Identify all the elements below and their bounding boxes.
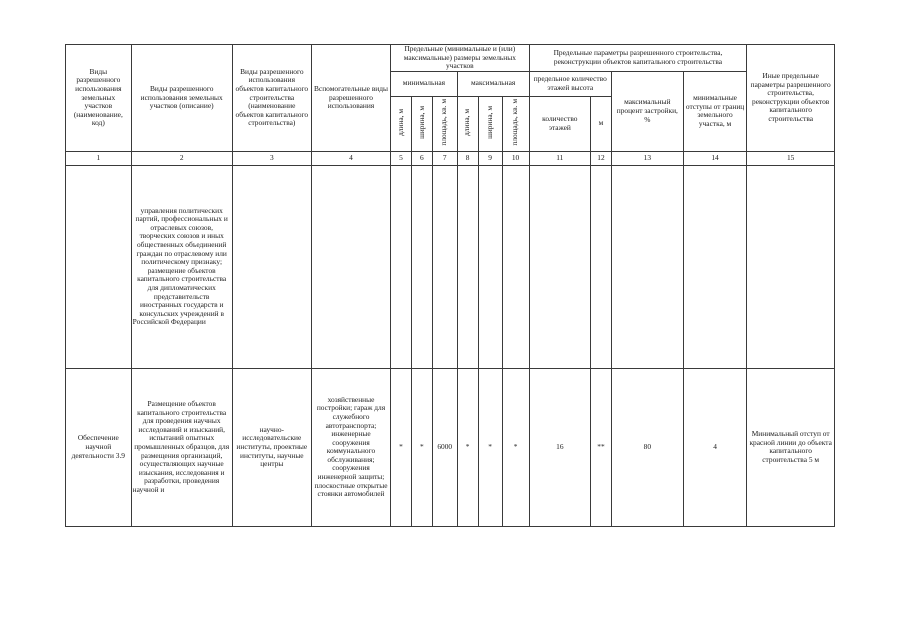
column-number: 9: [478, 151, 502, 165]
column-number: 4: [311, 151, 390, 165]
cell-description-continuation: управления политических партий, профессиональных и отраслевых союзов, творческих союзов и иных общественных объединений граждан по отраслевому или политическому признаку; размещение объектов капитального строительства для дипломатических представительств иностранных государств и консульских учреждений в Российской Федерации: [131, 165, 232, 368]
cell-coverage: 80: [611, 368, 683, 526]
column-number: 8: [457, 151, 478, 165]
header-row-1: [66, 45, 835, 72]
cell-empty: [611, 165, 683, 368]
header-building-use: Виды разрешенного использования объектов капитального строительства (наименование объектов капитального строительства): [232, 45, 311, 152]
cell-empty: [478, 165, 502, 368]
cell-empty: [66, 165, 132, 368]
cell-max-width: *: [478, 368, 502, 526]
cell-empty: [311, 165, 390, 368]
column-number: 15: [747, 151, 835, 165]
cell-empty: [232, 165, 311, 368]
header-minimum: минимальная: [391, 71, 458, 96]
column-number: 14: [683, 151, 747, 165]
table-row-science: [66, 368, 835, 526]
column-number: 12: [591, 151, 612, 165]
cell-empty: [432, 165, 457, 368]
header-floors: количество этажей: [529, 96, 590, 151]
column-number: 10: [502, 151, 529, 165]
cell-empty: [391, 165, 412, 368]
header-floors-height: предельное количество этажей высота: [529, 71, 611, 96]
column-number: 3: [232, 151, 311, 165]
cell-empty: [591, 165, 612, 368]
column-numbers-row: [66, 151, 835, 165]
header-land-size-group: Предельные (минимальные и (или) максимальные) размеры земельных участков: [391, 45, 530, 72]
column-number: 13: [611, 151, 683, 165]
cell-empty: [683, 165, 747, 368]
cell-empty: [411, 165, 432, 368]
table-row-continuation: [66, 165, 835, 368]
header-land-use-description: Виды разрешенного использования земельных участков (описание): [131, 45, 232, 152]
header-min-length: длина, м: [391, 96, 412, 151]
cell-setback: 4: [683, 368, 747, 526]
cell-auxiliary-uses: хозяйственные постройки; гараж для служебного автотранспорта; инженерные сооружения коммунального обслуживания; сооружения инженерной защиты; плоскостные открытые стоянки автомобилей: [311, 368, 390, 526]
header-min-width: ширина, м: [411, 96, 432, 151]
cell-min-width: *: [411, 368, 432, 526]
header-auxiliary-use: Вспомогательные виды разрешенного использования: [311, 45, 390, 152]
cell-max-length: *: [457, 368, 478, 526]
column-number: 6: [411, 151, 432, 165]
cell-min-area: 6000: [432, 368, 457, 526]
cell-floors: 16: [529, 368, 590, 526]
header-other-params: Иные предельные параметры разрешенного строительства, реконструкции объектов капитального строительства: [747, 45, 835, 152]
header-setback: минимальные отступы от границ земельного участка, м: [683, 71, 747, 151]
cell-max-area: *: [502, 368, 529, 526]
column-number: 11: [529, 151, 590, 165]
header-land-use-name: Виды разрешенного использования земельных участков (наименование, код): [66, 45, 132, 152]
header-maximum: максимальная: [457, 71, 529, 96]
cell-other-params: Минимальный отступ от красной линии до объекта капитального строительства 5 м: [747, 368, 835, 526]
cell-empty: [747, 165, 835, 368]
cell-min-length: *: [391, 368, 412, 526]
cell-empty: [502, 165, 529, 368]
cell-building-objects: научно-исследовательские институты, проектные институты, научные центры: [232, 368, 311, 526]
column-number: 7: [432, 151, 457, 165]
column-number: 2: [131, 151, 232, 165]
header-coverage: максимальный процент застройки, %: [611, 71, 683, 151]
cell-empty: [529, 165, 590, 368]
cell-height: **: [591, 368, 612, 526]
column-number: 5: [391, 151, 412, 165]
header-max-area: площадь, кв. м: [502, 96, 529, 151]
header-build-params-group: Предельные параметры разрешенного строительства, реконструкции объектов капитального строительства: [529, 45, 747, 72]
cell-empty: [457, 165, 478, 368]
header-max-length: длина, м: [457, 96, 478, 151]
cell-land-use-name: Обеспечение научной деятельности 3.9: [66, 368, 132, 526]
header-max-width: ширина, м: [478, 96, 502, 151]
cell-land-use-description: Размещение объектов капитального строительства для проведения научных исследований и изысканий, испытаний опытных промышленных образцов, для размещения организаций, осуществляющих научные изыскания, исследования и разработки, проведения научной и: [131, 368, 232, 526]
column-number: 1: [66, 151, 132, 165]
header-min-area: площадь, кв. м: [432, 96, 457, 151]
header-meter: м: [591, 96, 612, 151]
zoning-regulations-table: [65, 44, 835, 527]
